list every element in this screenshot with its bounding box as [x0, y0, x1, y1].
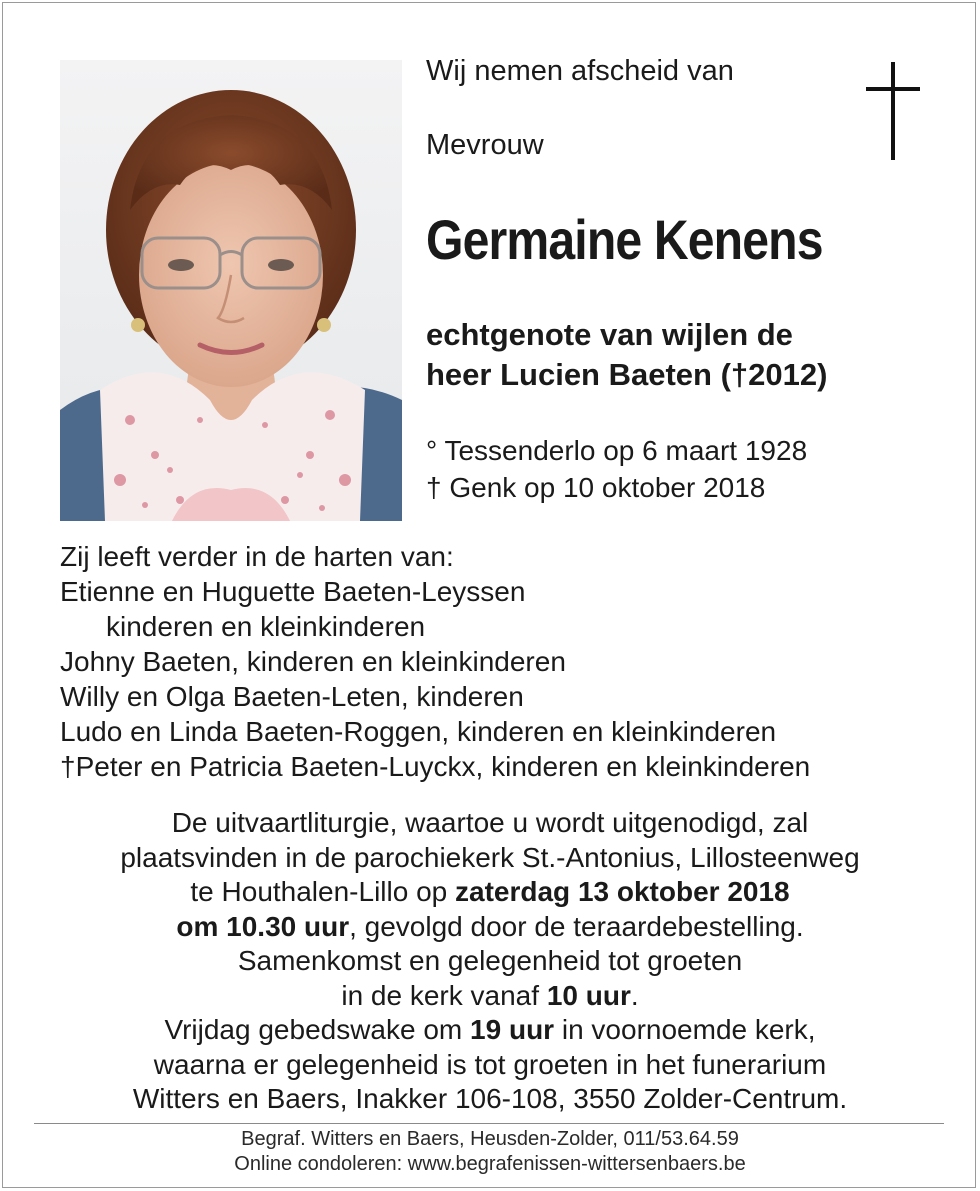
ceremony-line: De uitvaartliturgie, waartoe u wordt uitgenodigd, zal	[171, 807, 809, 838]
honorific-title: Mevrouw	[426, 129, 544, 161]
gathering-time: 10 uur	[546, 979, 631, 1011]
intro-text: Wij nemen afscheid van	[426, 55, 734, 87]
ceremony-line	[40, 979, 940, 1014]
footer-divider	[34, 1123, 944, 1124]
mourner-line: Ludo en Linda Baeten-Roggen, kinderen en kleinkinderen	[60, 716, 777, 747]
funeral-date: zaterdag 13 oktober 2018	[455, 876, 790, 907]
funeral-home-info: Begraf. Witters en Baers, Heusden-Zolder, 011/53.64.59	[241, 1128, 739, 1150]
ceremony-line: plaatsvinden in de parochiekerk St.-Antonius, Lillosteenweg	[120, 841, 860, 873]
birth-info: ° Tessenderlo op 6 maart 1928	[426, 435, 808, 466]
ceremony-text: in de kerk vanaf	[341, 979, 547, 1011]
ceremony-line	[40, 1013, 940, 1048]
mourners-list	[60, 539, 810, 784]
mourner-line: †Peter en Patricia Baeten-Luyckx, kinderen en kleinkinderen	[60, 751, 811, 782]
ceremony-text: in voornoemde kerk,	[554, 1014, 816, 1045]
ceremony-line: Witters en Baers, Inakker 106-108, 3550 Zolder-Centrum.	[132, 1083, 848, 1114]
mourner-line: Willy en Olga Baeten-Leten, kinderen	[60, 681, 524, 712]
death-info: † Genk op 10 oktober 2018	[426, 472, 766, 503]
ceremony-line	[40, 875, 940, 910]
spouse-line-2: heer Lucien Baeten (†2012)	[426, 357, 828, 392]
spouse-info	[426, 315, 827, 395]
funeral-time: om 10.30 uur	[176, 910, 350, 942]
footer	[40, 1127, 940, 1177]
ceremony-line: Samenkomst en gelegenheid tot groeten	[237, 945, 743, 976]
cross-icon	[866, 62, 920, 160]
ceremony-text: .	[630, 979, 639, 1011]
spouse-line-1: echtgenote van wijlen de	[426, 317, 793, 352]
ceremony-text: te Houthalen-Lillo op	[190, 876, 456, 907]
ceremony-line	[40, 910, 940, 945]
mourners-heading: Zij leeft verder in de harten van:	[60, 541, 454, 572]
online-condolence-link[interactable]: Online condoleren: www.begrafenissen-wittersenbaers.be	[234, 1153, 746, 1175]
mourner-line: kinderen en kleinkinderen	[106, 611, 426, 642]
ceremony-text: , gevolgd door de teraardebestelling.	[349, 910, 804, 942]
ceremony-line: waarna er gelegenheid is tot groeten in het funerarium	[153, 1048, 827, 1080]
vigil-time: 19 uur	[470, 1014, 555, 1045]
mourner-line: Etienne en Huguette Baeten-Leyssen	[60, 576, 526, 607]
deceased-name: Germaine Kenens	[426, 208, 823, 271]
ceremony-details	[40, 806, 940, 1117]
mourner-line: Johny Baeten, kinderen en kleinkinderen	[60, 646, 566, 677]
ceremony-text: Vrijdag gebedswake om	[164, 1014, 471, 1045]
portrait-photo	[60, 60, 402, 521]
